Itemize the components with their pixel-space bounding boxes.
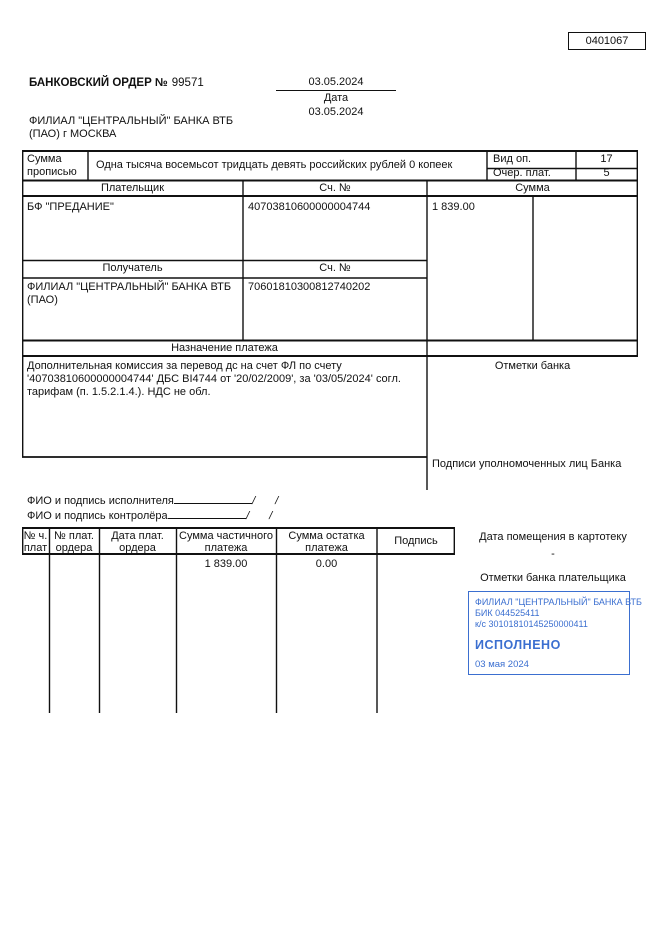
- slash-separator: /: [267, 510, 274, 522]
- slash-separator: /: [244, 510, 251, 522]
- executor-signature-row: [27, 492, 278, 508]
- payer-account-header: Сч. №: [319, 182, 351, 194]
- form-code-box: [568, 32, 646, 50]
- payer-name: БФ "ПРЕДАНИЕ": [27, 201, 114, 213]
- order-title-label: БАНКОВСКИЙ ОРДЕР №: [29, 77, 168, 89]
- stamp-date: 03 мая 2024: [475, 659, 529, 670]
- payer-header: Плательщик: [100, 182, 165, 194]
- form-code: 0401067: [585, 35, 629, 47]
- controller-signature-row: [27, 507, 272, 523]
- payee-header: Получатель: [102, 262, 163, 274]
- date-value: 03.05.2024: [276, 75, 396, 91]
- date-value-2: 03.05.2024: [308, 106, 364, 118]
- payee-name-line1: ФИЛИАЛ "ЦЕНТРАЛЬНЫЙ" БАНКА ВТБ: [27, 281, 232, 293]
- purpose-line2: '40703810600000004744' ДБС BI4744 от '20/02/2009', за '03/05/2024' согл.: [27, 373, 401, 385]
- payment-amount: 1 839.00: [432, 201, 475, 213]
- payer-account: 40703810600000004744: [248, 201, 371, 213]
- amount-words-label-line2: прописью: [27, 166, 77, 178]
- amount-column-header: Сумма: [515, 182, 550, 194]
- partial-payments-table-borders: [22, 527, 455, 713]
- stamp-corr-account: к/с 30101810145250000411: [475, 619, 588, 629]
- executor-signature-line: [174, 492, 252, 504]
- col-header-partial-number: № ч. плат: [23, 530, 48, 554]
- slash-separator: /: [273, 495, 280, 507]
- col-header-signature: Подпись: [394, 535, 438, 547]
- stamp-bank-name: ФИЛИАЛ "ЦЕНТРАЛЬНЫЙ" БАНКА ВТБ: [475, 597, 642, 607]
- bank-executed-stamp: [468, 591, 642, 675]
- payee-account-header: Сч. №: [319, 262, 351, 274]
- payee-name-line2: (ПАО): [27, 294, 58, 306]
- remainder-amount-value: 0.00: [315, 558, 338, 570]
- purpose-line3: тарифам (п. 1.5.2.1.4.). НДС не обл.: [27, 386, 211, 398]
- amount-words-label-line1: Сумма: [27, 153, 62, 165]
- operation-type-value: 17: [600, 153, 613, 165]
- purpose-header: Назначение платежа: [171, 342, 278, 354]
- col-header-order-number: № плат. ордера: [54, 530, 94, 554]
- order-number: 99571: [171, 77, 204, 89]
- bank-signatures-label: Подписи уполномоченных лиц Банка: [432, 458, 622, 470]
- stamp-status: ИСПОЛНЕНО: [475, 638, 561, 652]
- slash-separator: /: [250, 495, 257, 507]
- card-file-date-value: -: [551, 548, 555, 560]
- partial-amount-value: 1 839.00: [204, 558, 248, 570]
- bank-marks-label: Отметки банка: [494, 360, 571, 372]
- controller-signature-label: ФИО и подпись контролёра: [27, 510, 168, 522]
- col-header-order-date: Дата плат. ордера: [111, 530, 164, 554]
- operation-type-label: Вид оп.: [493, 153, 532, 165]
- date-caption: Дата: [323, 92, 349, 104]
- amount-in-words: Одна тысяча восемьсот тридцать девять российских рублей 0 копеек: [96, 159, 453, 171]
- col-header-partial-amount: Сумма частичного платежа: [179, 530, 273, 554]
- stamp-bik: БИК 044525411: [475, 608, 540, 618]
- purpose-line1: Дополнительная комиссия за перевод дс на счет ФЛ по счету: [27, 360, 342, 372]
- issuing-bank-line1: ФИЛИАЛ "ЦЕНТРАЛЬНЫЙ" БАНКА ВТБ: [29, 115, 234, 127]
- card-file-date-label: Дата помещения в картотеку: [479, 531, 627, 543]
- executor-signature-label: ФИО и подпись исполнителя: [27, 495, 174, 507]
- order-title: [29, 77, 204, 90]
- date-field: [276, 75, 396, 119]
- col-header-remainder-amount: Сумма остатка платежа: [288, 530, 365, 554]
- controller-signature-line: [168, 507, 246, 519]
- payment-priority-label: Очер. плат.: [493, 167, 551, 179]
- payee-account: 70601810300812740202: [248, 281, 371, 293]
- payer-bank-marks-label: Отметки банка плательщика: [480, 572, 626, 584]
- issuing-bank-line2: (ПАО) г МОСКВА: [29, 128, 117, 140]
- payment-priority-value: 5: [603, 167, 610, 179]
